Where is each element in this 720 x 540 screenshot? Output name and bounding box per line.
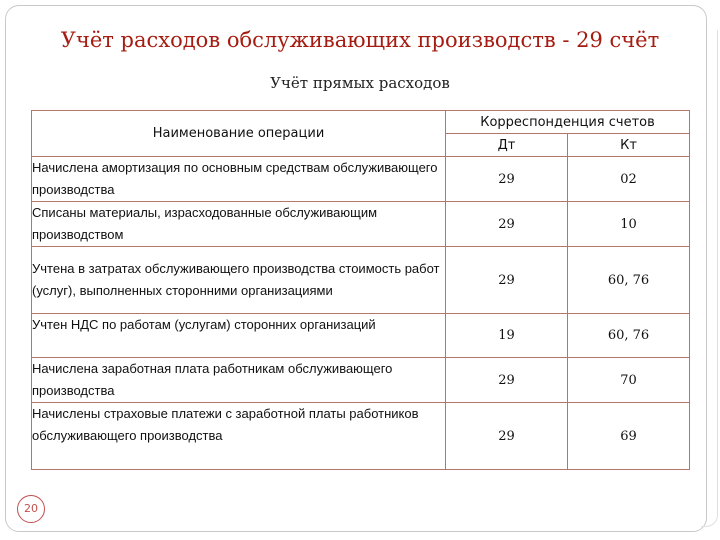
credit-cell: 60, 76	[568, 314, 690, 358]
operation-cell: Учтена в затратах обслуживающего производства стоимость работ (услуг), выполненных сторонними организациями	[32, 247, 446, 314]
slide-subtitle: Учёт прямых расходов	[270, 74, 450, 92]
debit-cell: 29	[446, 247, 568, 314]
operation-cell: Списаны материалы, израсходованные обслуживающим производством	[32, 202, 446, 247]
operation-cell: Начислена амортизация по основным средствам обслуживающего производства	[32, 157, 446, 202]
table-row	[32, 202, 690, 247]
header-debit: Дт	[446, 134, 568, 157]
slide-title: Учёт расходов обслуживающих производств - 29 счёт	[60, 28, 660, 52]
operation-cell: Начислены страховые платежи с заработной платы работников обслуживающего производства	[32, 403, 446, 470]
debit-cell: 19	[446, 314, 568, 358]
operation-cell: Начислена заработная плата работникам обслуживающего производства	[32, 358, 446, 403]
credit-cell: 69	[568, 403, 690, 470]
table-header-row	[32, 111, 690, 134]
debit-cell: 29	[446, 358, 568, 403]
debit-cell: 29	[446, 403, 568, 470]
table-row	[32, 358, 690, 403]
debit-cell: 29	[446, 157, 568, 202]
table-row	[32, 403, 690, 470]
credit-cell: 60, 76	[568, 247, 690, 314]
debit-cell: 29	[446, 202, 568, 247]
credit-cell: 70	[568, 358, 690, 403]
header-correspondence: Корреспонденция счетов	[446, 111, 690, 134]
operation-cell: Учтен НДС по работам (услугам) сторонних организаций	[32, 314, 446, 358]
table-row	[32, 314, 690, 358]
header-credit: Кт	[568, 134, 690, 157]
table-row	[32, 157, 690, 202]
frame-edge	[701, 30, 718, 527]
accounting-table	[31, 110, 690, 470]
credit-cell: 02	[568, 157, 690, 202]
page-number-badge: 20	[17, 495, 45, 523]
credit-cell: 10	[568, 202, 690, 247]
table-row	[32, 247, 690, 314]
header-operation: Наименование операции	[32, 111, 446, 157]
